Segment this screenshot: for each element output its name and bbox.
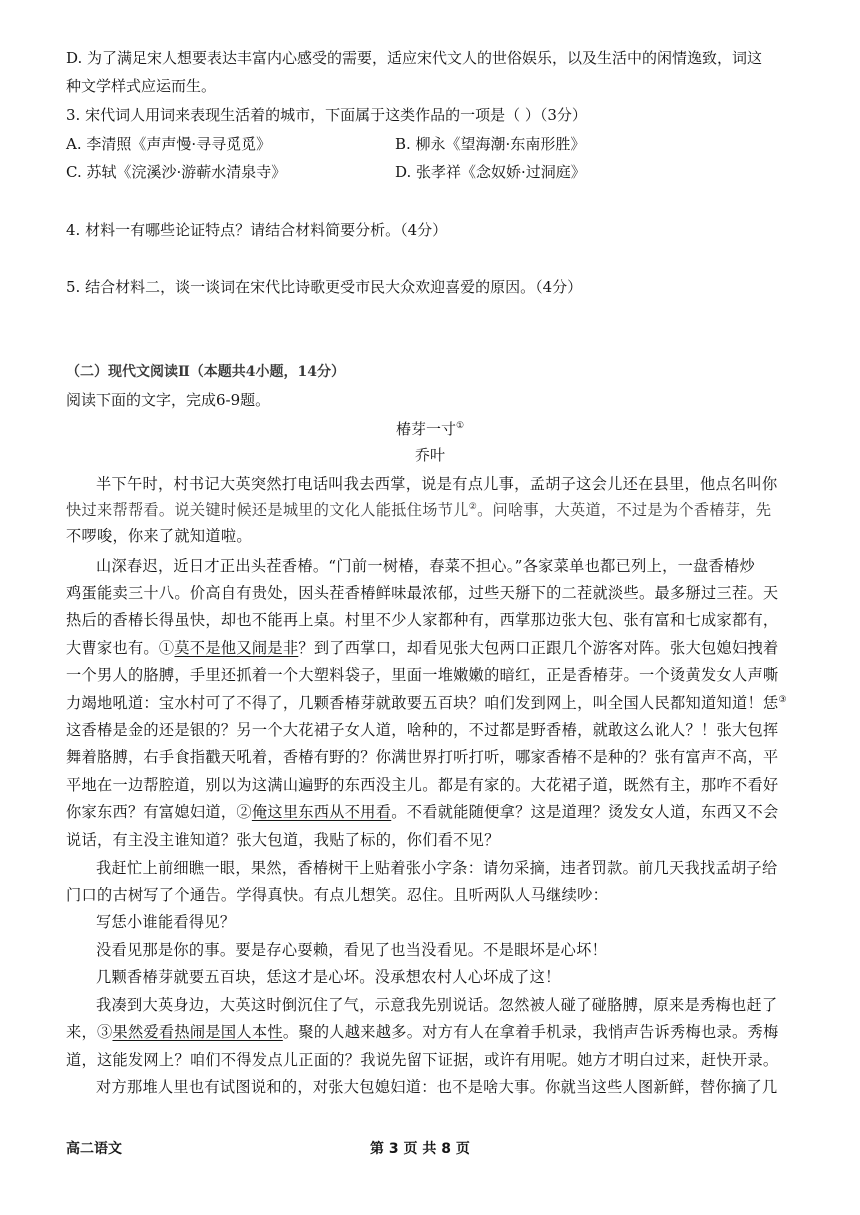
q2-option-d-line2: 种文学样式应运而生。 [66,77,217,95]
q3-option-b: B. 柳永《望海潮·东南形胜》 [395,135,586,153]
footer-page-number: 第 3 页 共 8 页 [370,1141,470,1157]
section-heading: （二）现代文阅读Ⅱ（本题共4小题，14分） [66,364,346,380]
paragraph-line: 快过来帮帮看。说关键时候还是城里的文化人能抵住场节儿②。问啥事，大英道，不过是为个香椿芽，先 [66,501,772,519]
article-author: 乔叶 [414,446,445,464]
q3-stem: 3. 宋代词人用词来表现生活着的城市，下面属于这类作品的一项是（ ）（3分） [66,106,587,124]
paragraph-line: 大曹家也有。①莫不是他又闹是非？到了西掌口，却看见张大包两口正跟几个游客对阵。张大包媳妇拽着 [66,639,779,657]
q3-option-d: D. 张孝祥《念奴娇·过洞庭》 [395,163,586,181]
paragraph-line: 舞着胳膊，右手食指戳天吼着，香椿有野的？你满世界打听打听，哪家香椿不是种的？张有富声不高，平 [66,748,779,766]
paragraph-line: 鸡蛋能卖三十八。价高自有贵处，因头茬香椿鲜味最浓郁，过些天掰下的二茬就淡些。最多掰过三茬。天 [66,584,779,602]
q2-option-d-line1: D. 为了满足宋人想要表达丰富内心感受的需要，适应宋代文人的世俗娱乐，以及生活中的闲情逸致，词这 [66,49,763,67]
underlined-sentence-1: 莫不是他又闹是非 [174,639,299,657]
q3-option-c: C. 苏轼《浣溪沙·游蕲水清泉寺》 [66,163,287,181]
underlined-sentence-2: 俺这里东西从不用看 [251,803,392,821]
paragraph-line: 写恁小谁能看得见？ [96,913,236,931]
paragraph-line: 你家东西？有富媳妇道，②俺这里东西从不用看。不看就能随便拿？这是道理？烫发女人道，东西又不会 [66,803,779,821]
paragraph-line: 说话，有主没主谁知道？张大包道，我贴了标的，你们看不见？ [66,831,500,849]
paragraph-line: 道，这能发网上？咱们不得发点儿正面的？我说先留下证据，或许有用呢。她方才明白过来，赶快开录。 [66,1051,779,1069]
q4-stem: 4. 材料一有哪些论证特点？请结合材料简要分析。（4分） [66,221,448,239]
underlined-sentence-3: 果然爱看热闹是国人本性 [112,1023,283,1041]
paragraph-line: 热后的香椿长得虽快，却也不能再上桌。村里不少人家都种有，西掌那边张大包、张有富和七成家都有， [66,611,779,629]
section-instruction: 阅读下面的文字，完成6-9题。 [66,391,271,409]
footer-subject: 高二语文 [66,1141,122,1157]
article-title: 椿芽一寸① [395,420,465,438]
paragraph-line: 半下午时，村书记大英突然打电话叫我去西掌，说是有点儿事，孟胡子这会儿还在县里，他点名叫你 [96,475,778,493]
q5-stem: 5. 结合材料二，谈一谈词在宋代比诗歌更受市民大众欢迎喜爱的原因。（4分） [66,278,583,296]
paragraph-line: 门口的古树写了个通告。学得真快。有点儿想笑。忍住。且听两队人马继续吵： [66,886,609,904]
paragraph-line: 没看见那是你的事。要是存心耍赖，看见了也当没看见。不是眼坏是心坏！ [96,941,608,959]
paragraph-line: 我凑到大英身边，大英这时倒沉住了气，示意我先别说话。忽然被人碰了碰胳膊，原来是秀梅也赶了 [96,996,778,1014]
paragraph-line: 几颗香椿芽就要五百块，恁这才是心坏。没承想农村人心坏成了这！ [96,968,561,986]
paragraph-line: 平地在一边帮腔道，别以为这满山遍野的东西没主儿。都是有家的。大花裙子道，既然有主，那咋不看好 [66,776,779,794]
paragraph-line: 不啰唆，你来了就知道啦。 [66,527,252,545]
paragraph-line: 这香椿是金的还是银的？另一个大花裙子女人道，啥种的，不过都是野香椿，就敢这么讹人？！张大包挥 [66,721,779,739]
paragraph-line: 来，③果然爱看热闹是国人本性。聚的人越来越多。对方有人在拿着手机录，我悄声告诉秀梅也录。秀梅 [66,1023,779,1041]
q3-option-a: A. 李清照《声声慢·寻寻觅觅》 [66,135,272,153]
paragraph-line: 力竭地吼道：宝水村可了不得了，几颗香椿芽就敢要五百块？咱们发到网上，叫全国人民都知道知道！恁③ [66,694,787,712]
paragraph-line: 一个男人的胳膊，手里还抓着一个大塑料袋子，里面一堆嫩嫩的暗红，正是香椿芽。一个烫黄发女人声嘶 [66,666,779,684]
paragraph-line: 山深春迟，近日才正出头茬香椿。“门前一树椿，春菜不担心。”各家菜单也都已列上，一盘香椿炒 [96,557,756,575]
paragraph-line: 我赶忙上前细瞧一眼，果然，香椿树干上贴着张小字条：请勿采摘，违者罚款。前几天我找孟胡子给 [96,859,778,877]
paragraph-line: 对方那堆人里也有试图说和的，对张大包媳妇道：也不是啥大事。你就当这些人图新鲜，替你摘了几 [96,1078,778,1096]
